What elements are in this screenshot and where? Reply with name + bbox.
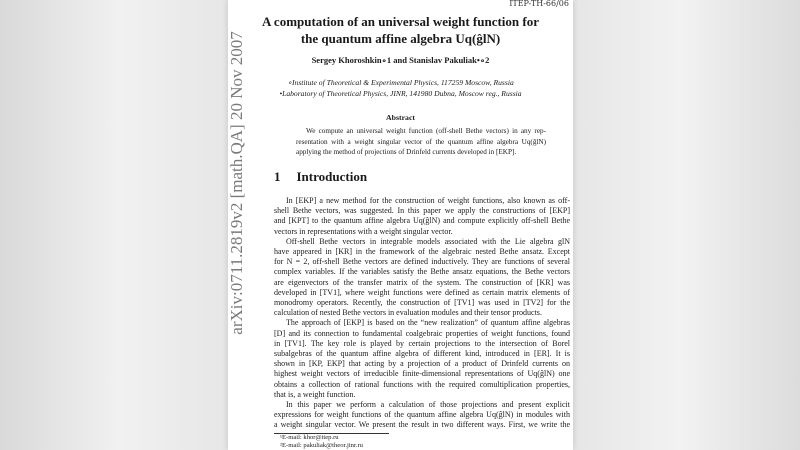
- abstract-heading: Abstract: [385, 113, 415, 122]
- section-heading: [274, 169, 383, 184]
- arxiv-stamp: arXiv:0711.2819v2 [math.QA] 20 Nov 2007: [227, 31, 246, 335]
- paragraph-line: monodromy operators. Recently, the construction of [TV1] was used in [TV2] for the: [274, 298, 570, 307]
- abstract-line: We compute an universal weight function (off-shell Bethe vectors) in any rep-: [306, 127, 546, 135]
- report-number: ITEP-TH-66/06: [509, 0, 569, 8]
- paragraph-line: calculation of nested Bethe vectors in evaluation modules and their tensor products.: [274, 308, 542, 318]
- paragraph-line: vectors in representations with a weight singular vector.: [274, 226, 453, 236]
- paragraph-line: in [TV1]. The key role is played by certain projections to the intersection of Borel: [274, 338, 570, 348]
- section-number: 1: [274, 169, 281, 184]
- paragraph-line: highest weight vectors of irreducible finite-dimensional representations of Uq(ĝlN) one: [274, 369, 570, 379]
- affiliation-2: •Laboratory of Theoretical Physics, JINR, 141980 Dubna, Moscow reg., Russia: [279, 89, 522, 98]
- paragraph-line: In [EKP] a new method for the construction of weight functions, also known as off-: [286, 196, 570, 205]
- paper-title-line-1: A computation of an universal weight function for: [262, 14, 539, 29]
- paper-title-line-2: the quantum affine algebra Uq(ĝlN): [300, 31, 501, 46]
- paragraph-line: developed in [TV1], where weight functions were defined as certain matrix elements of: [274, 287, 570, 297]
- footnote-2: ²E-mail: pakuliak@theor.jinr.ru: [280, 442, 363, 449]
- paragraph-line: a weight singular vector. We present the result in two different ways. First, we write the: [274, 420, 570, 430]
- abstract-line: resentation with a weight singular vector of the quantum affine algebra Uq(ĝlN): [296, 138, 546, 146]
- paragraph-line: have appeared in [KR] in the framework of the algebraic nested Bethe ansatz. Except: [274, 247, 570, 256]
- paragraph-line: obtains a collection of rational functions with the required comultiplication properties,: [274, 379, 570, 389]
- paragraph-line: shown in [KP, EKP] that acting by a projection of a product of Drinfeld currents on: [274, 359, 570, 369]
- paragraph-line: Off-shell Bethe vectors in integrable models associated with the Lie algebra glN: [286, 236, 570, 246]
- footnote-1: ¹E-mail: khor@itep.ru: [280, 434, 339, 441]
- paragraph-line: complex variables. If the variables satisfy the Bethe ansatz equations, the Bethe vectors: [274, 267, 570, 277]
- abstract-line: applying the method of projections of Drinfeld currents developed in [EKP].: [296, 148, 517, 156]
- paragraph-line: expressions for weight functions of the quantum affine algebra Uq(ĝlN) in modules with: [274, 410, 570, 420]
- section-title: Introduction: [296, 169, 368, 184]
- paragraph-line: are eigenvectors of the transfer matrix of the system. The construction of [KR] was: [274, 277, 570, 287]
- paragraph-line: [D] and its connection to fundamental coalgebraic properties of weight functions, found: [274, 328, 570, 338]
- paragraph-line: and [KPT] to the quantum affine algebra Uq(ĝlN) and compute explicitly off-shell Bethe: [274, 216, 570, 226]
- authors: Sergey Khoroshkin∘1 and Stanislav Pakuliak•∘2: [311, 55, 490, 65]
- document-page: [228, 0, 573, 450]
- affiliation-1: ∘Institute of Theoretical & Experimental Physics, 117259 Moscow, Russia: [287, 78, 514, 87]
- paragraph-line: that is, a weight function.: [274, 389, 356, 399]
- paragraph-line: shell Bethe vectors, was suggested. In this paper we apply the constructions of [EKP]: [274, 206, 570, 216]
- paragraph-line: In this paper we perform a calculation of those projections and present explicit: [286, 400, 570, 409]
- paragraph-line: for N = 2, off-shell Bethe vectors are defined inductively. They are functions of several: [274, 257, 570, 267]
- paragraph-line: subalgebras of the quantum affine algebra of different kind, introduced in [ER]. It is: [274, 349, 570, 358]
- paragraph-line: The approach of [EKP] is based on the “new realization” of quantum affine algebras: [286, 318, 570, 328]
